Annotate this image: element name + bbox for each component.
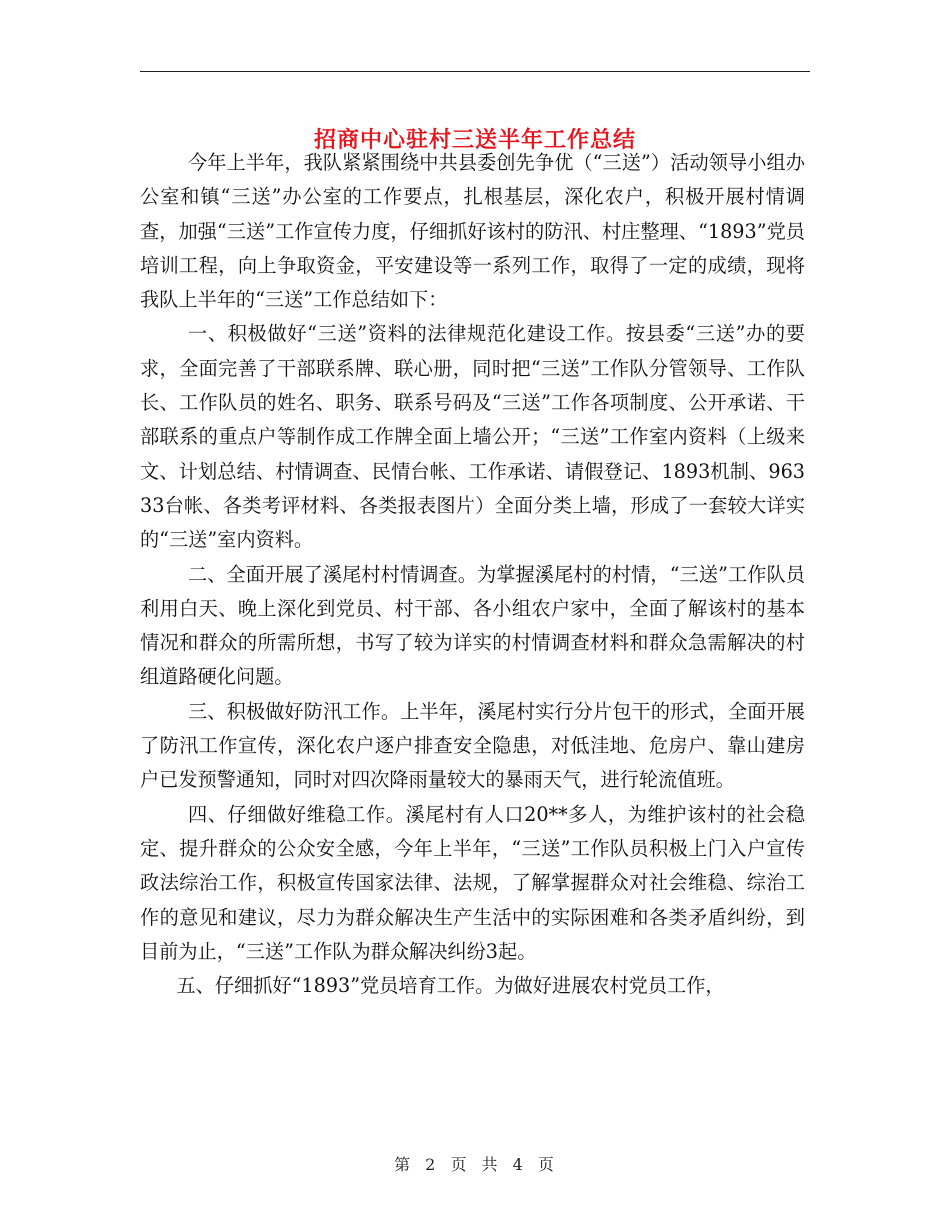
paragraph-section-5: 五、仔细抓好“1893”党员培育工作。为做好进展农村党员工作， [176, 974, 725, 998]
page-number-footer: 第 2 页 共 4 页 [394, 1155, 556, 1174]
document-title: 招商中心驻村三送半年工作总结 [313, 126, 636, 153]
paragraph-section-4: 四、仔细做好维稳工作。溪尾村有人口20**多人，为维护该村的社会稳定、提升群众的公众安全感，今年上半年，“三送”工作队员积极上门入户宣传政法综治工作，积极宣传国家法律、法规，了解掌握群众对社会维稳、综治工作的意见和建议，尽力为群众解决生产生活中的实际困难和各类矛盾纠纷，到目前为止，“三送”工作队为群众解决纠纷3起。 [140, 802, 805, 963]
paragraph-section-2: 二、全面开展了溪尾村村情调查。为掌握溪尾村的村情，“三送”工作队员利用白天、晚上深化到党员、村干部、各小组农户家中，全面了解该村的基本情况和群众的所需所想，书写了较为详实的村情调查材料和群众急需解决的村组道路硬化问题。 [140, 562, 805, 689]
paragraph-intro: 今年上半年，我队紧紧围绕中共县委创先争优（“三送”）活动领导小组办公室和镇“三送”办公室的工作要点，扎根基层，深化农户，积极开展村情调查，加强“三送”工作宣传力度，仔细抓好该村的防汛、村庄整理、“1893”党员培训工程，向上争取资金，平安建设等一系列工作，取得了一定的成绩，现将我队上半年的“三送”工作总结如下： [140, 151, 805, 312]
header-rule [140, 71, 810, 72]
document-body [140, 146, 805, 1003]
paragraph-section-1: 一、积极做好“三送”资料的法律规范化建设工作。按县委“三送”办的要求，全面完善了干部联系牌、联心册，同时把“三送”工作队分管领导、工作队长、工作队员的姓名、职务、联系号码及“三送”工作各项制度、公开承诺、干部联系的重点户等制作成工作牌全面上墙公开；“三送”工作室内资料（上级来文、计划总结、村情调查、民情台帐、工作承诺、请假登记、1893机制、96333台帐、各类考评材料、各类报表图片）全面分类上墙，形成了一套较大详实的“三送”室内资料。 [140, 322, 805, 552]
paragraph-section-3: 三、积极做好防汛工作。上半年，溪尾村实行分片包干的形式，全面开展了防汛工作宣传，深化农户逐户排查安全隐患，对低洼地、危房户、靠山建房户已发预警通知，同时对四次降雨量较大的暴雨天气，进行轮流值班。 [140, 699, 805, 792]
